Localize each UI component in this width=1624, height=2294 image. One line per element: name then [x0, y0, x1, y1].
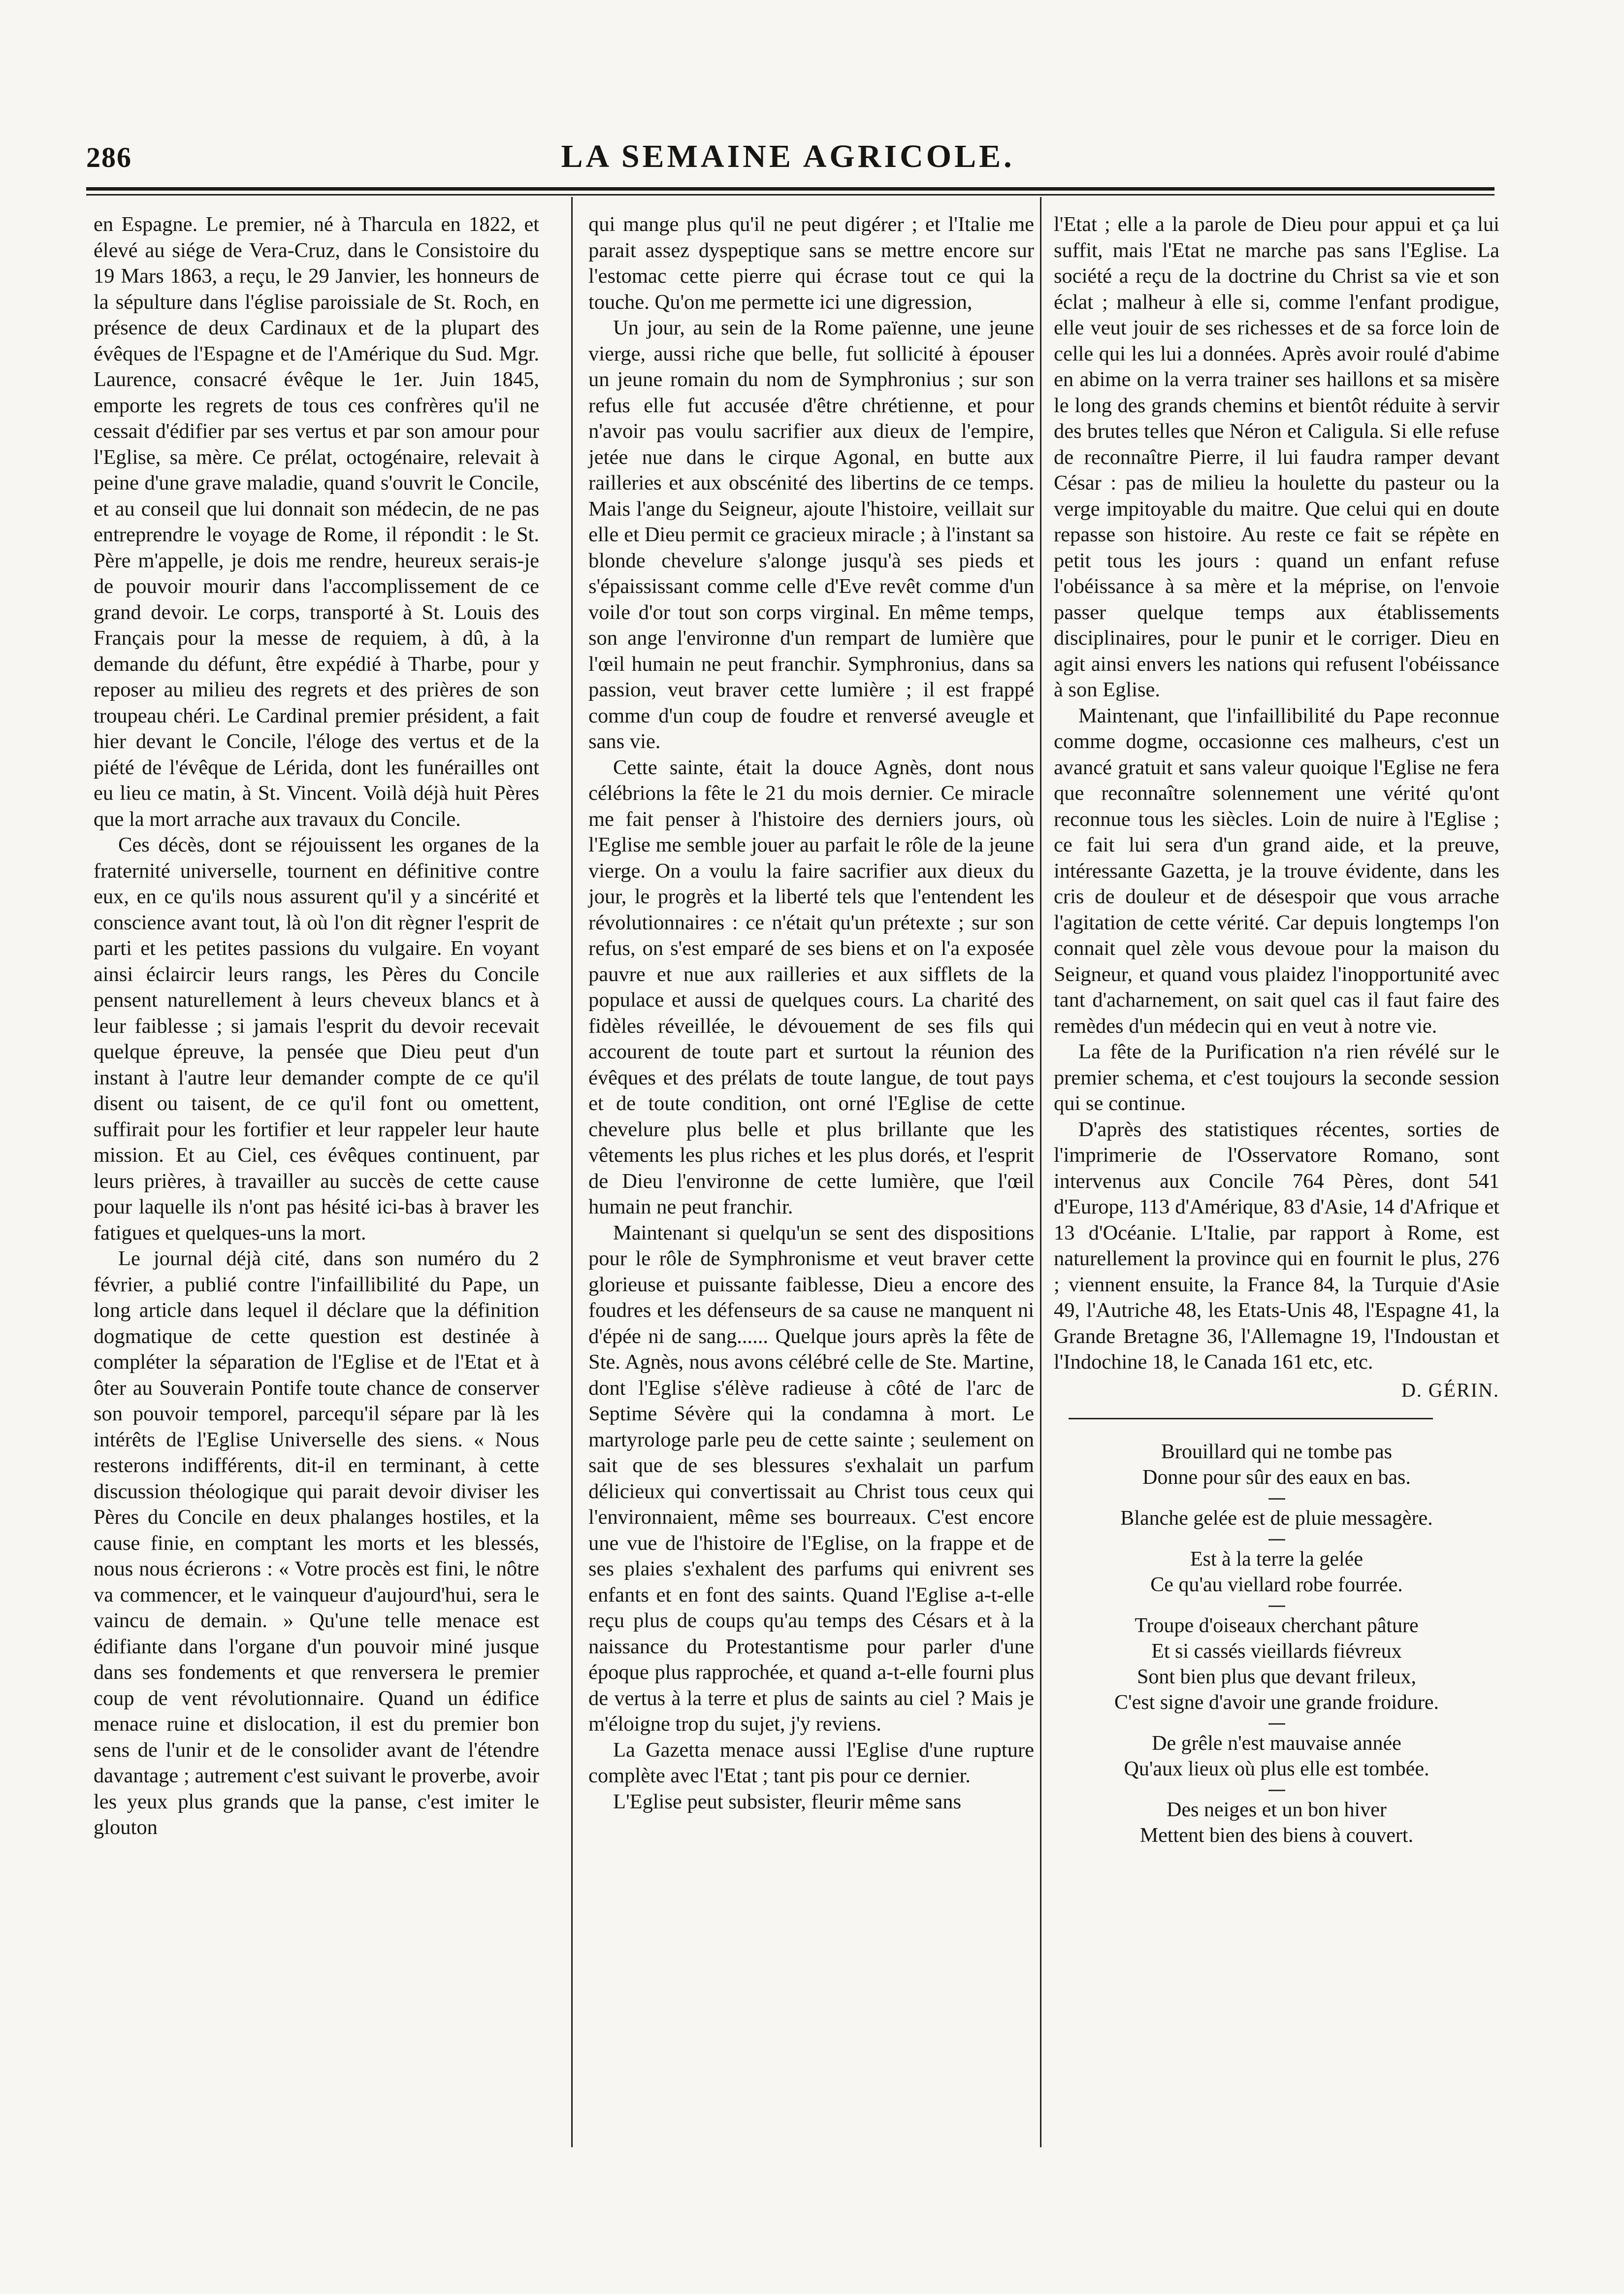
paragraph: Maintenant si quelqu'un se sent des dispositions pour le rôle de Symphronisme et veut braver cette glorieuse et puissante faiblesse, Dieu a encore des foudres et les défenseurs de sa cause ne manquent ni d'épée ni de sang...... Quelque jours après la fête de Ste. Agnès, nous avons célébré celle de Ste. Martine, dont l'Eglise s'élève radieuse à côté de l'arc de Septime Sévère qui la condamna à mort. Le martyrologe parle peu de cette sainte ; seulement on sait que de ses blessures s'exhalait un parfum délicieux qui convertissait au Christ tous ceux qui l'environnaient, même ses bourreaux. C'est encore une vue de l'histoire de l'Eglise, on la frappe et de ses plaies s'exhalent des parfums qui enivrent ses enfants et en font des saints. Quand l'Eglise a-t-elle reçu plus de coups qu'au temps des Césars et à la naissance du Protestantisme pour parler d'une époque plus rapprochée, et quand a-t-elle fourni plus de vertus à la terre et plus de saints au ciel ? Mais je m'éloigne trop du sujet, j'y reviens. [588, 1221, 1034, 1736]
section-divider [1069, 1418, 1433, 1419]
column-2 [588, 212, 1034, 1815]
proverb-line: Des neiges et un bon hiver [1167, 1799, 1387, 1821]
paragraph: D'après des statistiques récentes, sorties de l'imprimerie de l'Osservatore Romano, sont intervenus aux Concile 764 Pères, dont 541 d'Europe, 113 d'Amérique, 83 d'Asie, 14 d'Afrique et 13 d'Océanie. L'Italie, par rapport à Rome, est naturellement la province qui en fournit le plus, 276 ; viennent ensuite, la France 84, la Turquie d'Asie 49, l'Autriche 48, les Etats-Unis 48, l'Espagne 41, la Grande Bretagne 36, l'Allemagne 19, l'Indoustan et l'Indochine 18, le Canada 161 etc, etc. [1054, 1117, 1499, 1374]
stanza-separator [1268, 1498, 1285, 1500]
proverb-stanza [1054, 1506, 1499, 1531]
paragraph: Un jour, au sein de la Rome païenne, une jeune vierge, aussi riche que belle, fut sollicité à épouser un jeune romain du nom de Symphronius ; sur son refus elle fut accusée d'être chrétienne, et pour n'avoir pas voulu sacrifier aux dieux de l'empire, jetée nue dans le cirque Agonal, en butte aux railleries et aux obscénité des libertins de ce temps. Mais l'ange du Seigneur, ajoute l'histoire, veillait sur elle et Dieu permit ce gracieux miracle ; à l'instant sa blonde chevelure s'alonge jusqu'à ses pieds et s'épaississant comme celle d'Eve revêt comme d'un voile d'or tout son corps virginal. En même temps, son ange l'environne d'un rempart de lumière que l'œil humain ne peut franchir. Symphronius, dans sa passion, veut braver cette lumière ; il est frappé comme d'un coup de foudre et renversé aveugle et sans vie. [588, 316, 1034, 753]
proverbs-section [1054, 1439, 1499, 1848]
paragraph: La fête de la Purification n'a rien révélé sur le premier schema, et c'est toujours la seconde session qui se continue. [1054, 1040, 1499, 1115]
paragraph: Maintenant, que l'infaillibilité du Pape reconnue comme dogme, occasionne ces malheurs, c'est un avancé gratuit et sans valeur quoique l'Eglise ne fera que reconnaître solennement une vérité qu'ont reconnue tous les siècles. Loin de nuire à l'Eglise ; ce fait lui sera d'un grand aide, et la preuve, intéressante Gazetta, je la trouve évidente, dans les cris de douleur et de désespoir que vous arrache l'agitation de cette vérité. Car depuis longtemps l'on connait quel zèle vous devoue pour la maison du Seigneur, et quand vous plaidez l'inopportunité avec tant d'acharnement, on sait quel cas il faut faire des remèdes d'un médecin qui en veut à notre vie. [1054, 704, 1499, 1038]
proverb-stanza [1054, 1731, 1499, 1782]
column-3 [1054, 212, 1499, 1856]
column-divider [571, 197, 573, 2147]
proverb-line: Mettent bien des biens à couvert. [1139, 1824, 1414, 1847]
proverb-line: Donne pour sûr des eaux en bas. [1142, 1466, 1411, 1489]
proverb-line: Ce qu'au viellard robe fourrée. [1150, 1573, 1403, 1596]
proverb-line: Qu'aux lieux où plus elle est tombée. [1124, 1758, 1429, 1780]
stanza-separator [1268, 1790, 1285, 1791]
proverb-line: De grêle n'est mauvaise année [1152, 1732, 1401, 1755]
proverb-stanza [1054, 1439, 1499, 1490]
paragraph: l'Etat ; elle a la parole de Dieu pour appui et ça lui suffit, mais l'Etat ne marche pas sans l'Eglise. La société a reçu de la doctrine du Christ sa vie et son éclat ; malheur à elle si, comme l'enfant prodigue, elle veut jouir de ses richesses et de sa force loin de celle qui les lui a données. Après avoir roulé d'abime en abime on la verra trainer ses haillons et sa misère le long des grands chemins et bientôt réduite à servir des brutes telles que Néron et Caligula. Si elle refuse de reconnaître Pierre, il lui faudra ramper devant César : pas de milieu la houlette du pasteur ou la verge impitoyable du maitre. Que celui qui en doute repasse son histoire. Au reste ce fait se répète en petit tous les jours : quand un enfant refuse l'obéissance à sa mère et la méprise, on l'envoie passer quelque temps aux établissements disciplinaires, pour le punir et le corriger. Dieu en agit ainsi envers les nations qui refusent l'obéissance à son Eglise. [1054, 213, 1499, 701]
column-1 [94, 212, 539, 1841]
stanza-separator [1268, 1723, 1285, 1725]
proverb-line: Brouillard qui ne tombe pas [1161, 1441, 1392, 1463]
proverb-stanza [1054, 1613, 1499, 1715]
paragraph: qui mange plus qu'il ne peut digérer ; et l'Italie me parait assez dyspeptique sans se mettre encore sur l'estomac cette pierre qui écrase tout ce qui la touche. Qu'on me permette ici une digression, [588, 213, 1034, 314]
paragraph: Ces décès, dont se réjouissent les organes de la fraternité universelle, tournent en définitive contre eux, en ce qu'ils nous assurent qu'il y a sincérité et conscience avant tout, là où l'on dit règner l'esprit de parti et les petites passions du vulgaire. En voyant ainsi éclaircir leurs rangs, les Pères du Concile pensent naturellement à leurs cheveux blancs et à leur faiblesse ; si jamais l'esprit du devoir recevait quelque épreuve, la pensée que Dieu peut d'un instant à l'autre leur demander compte de ce qu'il disent ou taisent, de ce qu'il font ou omettent, suffirait pour les fortifier et leur rappeler leur haute mission. Et au Ciel, ces évêques continuent, par leurs prières, à travailler au succès de cette cause pour laquelle ils n'ont pas hésité ici-bas à braver les fatigues et quelques-uns la mort. [94, 833, 539, 1245]
proverb-line: Troupe d'oiseaux cherchant pâture [1135, 1614, 1419, 1637]
stanza-separator [1268, 1606, 1285, 1607]
proverb-line: Et si cassés vieillards fiévreux [1151, 1640, 1402, 1663]
paragraph: La Gazetta menace aussi l'Eglise d'une rupture complète avec l'Etat ; tant pis pour ce dernier. [588, 1738, 1034, 1787]
paragraph: en Espagne. Le premier, né à Tharcula en 1822, et élevé au siége de Vera-Cruz, dans le Consistoire du 19 Mars 1863, a reçu, le 29 Janvier, les honneurs de la sépulture dans l'église paroissiale de St. Roch, en présence de deux Cardinaux et de la plupart des évêques de l'Espagne et de l'Amérique du Sud. Mgr. Laurence, consacré évêque le 1er. Juin 1845, emporte les regrets de tous ces confrères qu'il ne cessait d'édifier par ses vertus et par son amour pour l'Eglise, sa mère. Ce prélat, octogénaire, relevait à peine d'une grave maladie, quand s'ouvrit le Concile, et au conseil que lui donnait son médecin, de ne pas entreprendre le voyage de Rome, il répondit : le St. Père m'appelle, je dois me rendre, heureux serais-je de pouvoir mourir dans l'accomplissement de ce grand devoir. Le corps, transporté à St. Louis des Français pour la messe de requiem, à dû, à la demande du défunt, être expédié à Tharbe, pour y reposer au milieu des regrets et des prières de son troupeau chéri. Le Cardinal premier président, a fait hier devant le Concile, l'éloge des vertus et de la piété de l'évêque de Lérida, dont les funérailles ont eu lieu ce matin, à St. Vincent. Voilà déjà huit Pères que la mort arrache aux travaux du Concile. [94, 213, 539, 831]
page-number: 286 [86, 141, 132, 173]
article-signature: D. GÉRIN. [1401, 1378, 1499, 1401]
journal-title: LA SEMAINE AGRICOLE. [561, 138, 1015, 174]
proverb-line: Sont bien plus que devant frileux, [1137, 1666, 1416, 1688]
proverb-line: Blanche gelée est de pluie messagère. [1120, 1507, 1433, 1530]
proverb-line: Est à la terre la gelée [1190, 1548, 1363, 1571]
page-header [86, 138, 1490, 182]
proverb-line: C'est signe d'avoir une grande froidure. [1114, 1691, 1439, 1714]
stanza-separator [1268, 1539, 1285, 1540]
column-divider [1040, 197, 1041, 2147]
proverb-stanza [1054, 1797, 1499, 1848]
paragraph: Le journal déjà cité, dans son numéro du 2 février, a publié contre l'infaillibilité du Pape, un long article dans lequel il déclare que la définition dogmatique de cette question est destinée à compléter la séparation de l'Eglise et de l'Etat et à ôter au Souverain Pontife toute chance de conserver son pouvoir temporel, parcequ'il sépare par là les intérêts de l'Eglise Universelle des siens. « Nous resterons indifférents, dit-il en terminant, à cette discussion théologique qui parait devoir diviser les Pères du Concile en deux phalanges hostiles, et la cause finie, en comptant les morts et les blessés, nous nous écrierons : « Votre procès est fini, le nôtre va commencer, et le vainqueur d'aujourd'hui, sera le vaincu de demain. » Qu'une telle menace est édifiante dans l'organe d'un pouvoir miné jusque dans ses fondements et que renversera le premier coup de vent révolutionnaire. Quand un édifice menace ruine et dislocation, il est du premier bon sens de l'unir et de le consolider avant de l'étendre davantage ; autrement c'est suivant le proverbe, avoir les yeux plus grands que la panse, c'est imiter le glouton [94, 1247, 539, 1839]
paragraph: L'Eglise peut subsister, fleurir même sans [613, 1790, 962, 1813]
header-rule [86, 187, 1494, 191]
header-rule-thin [86, 194, 1494, 196]
proverb-stanza [1054, 1546, 1499, 1598]
paragraph: Cette sainte, était la douce Agnès, dont nous célébrions la fête le 21 du mois dernier. Ce miracle me fait penser à l'histoire des derniers jours, où l'Eglise me semble jouer au parfait le rôle de la jeune vierge. On a voulu la faire sacrifier aux dieux du jour, le progrès et la liberté tels que l'entendent les révolutionnaires : ce n'était qu'un prétexte ; sur son refus, on s'est emparé de ses biens et on l'a exposée pauvre et nue aux railleries et aux sifflets de la populace et aussi de quelques cours. La charité des fidèles réveillée, le dévouement de ses fils qui accourent de toute part et surtout la réunion des évêques et des prélats de toute langue, de tout pays et de toute condition, ont orné l'Eglise de cette chevelure plus belle et plus brillante que les vêtements les plus riches et les plus dorés, et l'esprit de Dieu l'environne de cette lumière, que l'œil humain ne peut franchir. [588, 755, 1034, 1218]
